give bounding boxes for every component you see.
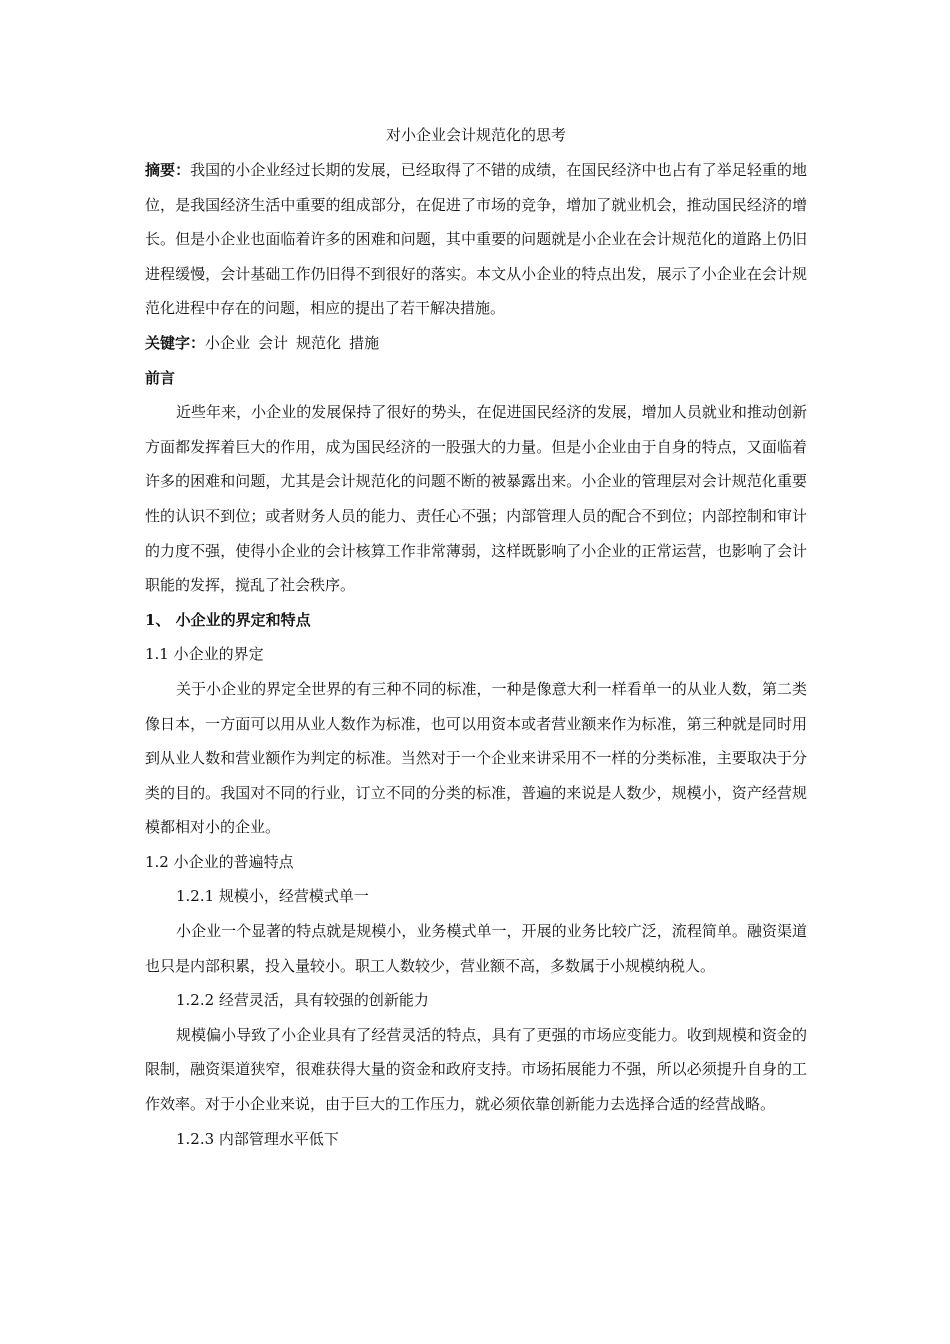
section-1-2-1-paragraph: 小企业一个显著的特点就是规模小，业务模式单一，开展的业务比较广泛，流程简单。融资渠道也只是内部积累，投入量较小。职工人数较少，营业额不高，多数属于小规模纳税人。 bbox=[145, 922, 807, 975]
abstract-label: 摘要： bbox=[145, 161, 191, 179]
section-1-2-3-heading: 1.2.3 内部管理水平低下 bbox=[176, 1129, 339, 1148]
section-1-2-1-heading: 1.2.1 规模小，经营模式单一 bbox=[176, 887, 369, 906]
keywords-label: 关键字： bbox=[145, 333, 206, 352]
section-1-2-heading: 1.2 小企业的普遍特点 bbox=[145, 852, 294, 871]
abstract-text: 我国的小企业经过长期的发展，已经取得了不错的成绩，在国民经济中也占有了举足轻重的地位，是我国经济生活中重要的组成部分，在促进了市场的竞争，增加了就业机会，推动国民经济的增长。但是小企业也面临着许多的困难和问题，其中重要的问题就是小企业在会计规范化的道路上仍旧进程缓慢，会计基础工作仍旧得不到很好的落实。本文从小企业的特点出发，展示了小企业在会计规范化进程中存在的问题，相应的提出了若干解决措施。 bbox=[145, 161, 807, 318]
keyword: 小企业 bbox=[205, 333, 251, 352]
preface-heading: 前言 bbox=[145, 368, 176, 387]
preface-paragraph: 近些年来，小企业的发展保持了很好的势头，在促进国民经济的发展，增加人员就业和推动创新方面都发挥着巨大的作用，成为国民经济的一股强大的力量。但是小企业由于自身的特点，又面临着许多的困难和问题，尤其是会计规范化的问题不断的被暴露出来。小企业的管理层对会计规范化重要性的认识不到位；或者财务人员的能力、责任心不强；内部管理人员的配合不到位；内部控制和审计的力度不强，使得小企业的会计核算工作非常薄弱，这样既影响了小企业的正常运营，也影响了会计职能的发挥，搅乱了社会秩序。 bbox=[145, 403, 807, 595]
section-1-1-paragraph: 关于小企业的界定全世界的有三种不同的标准，一种是像意大利一样看单一的从业人数，第二类像日本，一方面可以用从业人数作为标准，也可以用资本或者营业额来作为标准，第三种就是同时用到从业人数和营业额作为判定的标准。当然对于一个企业来讲采用不一样的分类标准，主要取决于分类的目的。我国对不同的行业，订立不同的分类的标准，普遍的来说是人数少，规模小，资产经营规模都相对小的企业。 bbox=[145, 679, 807, 837]
abstract-paragraph bbox=[145, 153, 807, 326]
keywords-line bbox=[145, 326, 807, 361]
keyword: 会计 bbox=[258, 333, 289, 352]
keyword: 措施 bbox=[349, 333, 380, 352]
keyword: 规范化 bbox=[296, 333, 342, 352]
document-body bbox=[145, 125, 807, 1156]
document-title: 对小企业会计规范化的思考 bbox=[385, 126, 566, 144]
section-1-2-2-paragraph: 规模偏小导致了小企业具有了经营灵活的特点，具有了更强的市场应变能力。收到规模和资金的限制，融资渠道狭窄，很难获得大量的资金和政府支持。市场拓展能力不强，所以必须提升自身的工作效率。对于小企业来说，由于巨大的工作压力，就必须依靠创新能力去选择合适的经营战略。 bbox=[145, 1025, 807, 1114]
section-1-2-2-heading: 1.2.2 经营灵活，具有较强的创新能力 bbox=[176, 991, 429, 1010]
section-1-1-heading: 1.1 小企业的界定 bbox=[145, 645, 264, 664]
section-1-heading: 1、 小企业的界定和特点 bbox=[145, 610, 311, 629]
